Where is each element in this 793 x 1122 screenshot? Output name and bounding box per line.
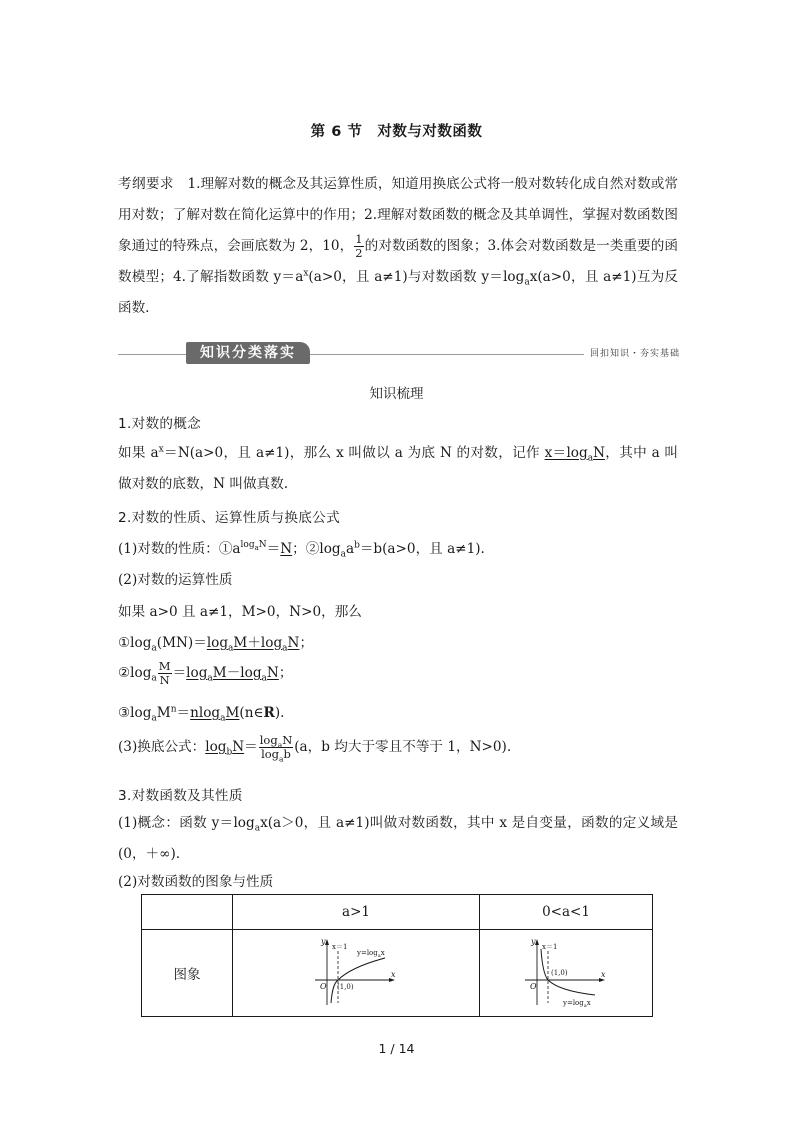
r2-blank-mid: M－log xyxy=(212,665,262,681)
page-title: 第 6 节 对数与对数函数 xyxy=(310,124,483,140)
r1-blank-end: N xyxy=(287,635,300,651)
s2-l1-exp-n: N xyxy=(258,540,267,551)
cb-num-base: a xyxy=(277,740,283,750)
r2-blank-log: log xyxy=(186,665,208,681)
cb-num-log: log xyxy=(259,733,278,747)
s3-graph-heading: (2)对数函数的图象与性质 xyxy=(118,874,274,890)
s1-blank-base: a xyxy=(587,453,594,464)
section-subhead: 知识梳理 xyxy=(369,386,424,402)
s1-blank-end: N xyxy=(593,445,605,461)
graph-cell-decreasing xyxy=(480,930,653,1017)
r2-blank-base-2: a xyxy=(261,673,267,684)
cb-den-base: a xyxy=(279,754,284,764)
curve-label-base: a xyxy=(583,1003,587,1007)
cb-den-end: b xyxy=(283,747,291,761)
curve-label-base: a xyxy=(377,953,381,959)
s2-l1-exp-base: a xyxy=(254,544,259,553)
log-curve-decreasing xyxy=(541,949,595,995)
r3-c: ＝ xyxy=(176,705,191,721)
vline-label: x＝1 xyxy=(332,943,348,951)
y-label: y xyxy=(531,937,536,946)
s1-exponent: x xyxy=(158,444,164,455)
s1-paragraph xyxy=(118,438,678,500)
r1-base: a xyxy=(151,643,157,654)
r1-blank-log: log xyxy=(206,635,229,651)
cb-blank-base: b xyxy=(226,747,233,758)
origin-label: O xyxy=(530,982,537,991)
s2-rule-3 xyxy=(118,701,285,724)
table-header-a-lt-1: 0<a<1 xyxy=(480,895,653,930)
table-header-a-gt-1: a>1 xyxy=(233,895,480,930)
r2-b: ＝ xyxy=(172,665,187,681)
s2-l1-a: (1)对数的性质：①a xyxy=(118,541,241,557)
graph-decreasing xyxy=(521,935,611,1007)
cb-blank-end: N xyxy=(232,739,245,755)
cb-blank-log: log xyxy=(205,739,227,755)
r2-numerator: M xyxy=(158,659,171,673)
s3-definition xyxy=(118,808,678,870)
r2-a: ②log xyxy=(118,665,152,681)
s3-d1: (1)概念：函数 y＝log xyxy=(118,815,255,831)
r1-b: (MN)＝ xyxy=(156,635,207,651)
table-row-label: 图象 xyxy=(142,930,233,1017)
s2-ops-heading: (2)对数的运算性质 xyxy=(118,572,233,588)
s2-l1-c: ；②log xyxy=(292,541,341,557)
r2-denominator: N xyxy=(159,673,170,687)
r1-blank-base-2: a xyxy=(282,643,288,654)
origin-label: O xyxy=(320,982,327,991)
r2-blank-end: N xyxy=(266,665,279,681)
r2-blank xyxy=(186,665,279,684)
point-label: (1,0) xyxy=(337,983,354,991)
syllabus-paragraph xyxy=(118,169,678,324)
s1-heading: 1.对数的概念 xyxy=(118,416,202,432)
r1-a: ①log xyxy=(118,635,152,651)
cb-numerator xyxy=(259,734,294,748)
log-curve-increasing xyxy=(331,958,385,1003)
s1-text-2: ＝N(a>0，且 a≠1)，那么 x 叫做以 a 为底 N 的对数，记作 xyxy=(163,445,545,461)
cb-blank xyxy=(205,739,245,758)
r2-base: a xyxy=(151,673,157,684)
graph-cell-increasing xyxy=(233,930,480,1017)
y-label: y xyxy=(321,937,326,946)
s3-d2: x(a＞0，且 a≠1)叫做对数函数，其中 x 是自变量，函数的定义域是(0， xyxy=(118,815,678,862)
syllabus-lead: 考纲要求 xyxy=(118,176,174,192)
r3-b: M xyxy=(156,705,171,721)
syllabus-text-3: (a>0，且 a≠1)与对数函数 y＝log xyxy=(308,269,525,285)
s2-l1-d: a xyxy=(345,541,355,557)
curve-label xyxy=(562,999,591,1007)
r1-end: ； xyxy=(299,635,314,651)
curve-label-x: x xyxy=(586,999,591,1007)
s3-base: a xyxy=(254,823,261,834)
r2-blank-base: a xyxy=(207,673,213,684)
fraction-denominator: 2 xyxy=(355,246,363,260)
cb-end: (a，b 均大于零且不等于 1，N>0). xyxy=(294,739,512,755)
cb-denominator xyxy=(259,747,294,764)
r2-end: ； xyxy=(278,665,293,681)
s3-d3: ＋∞). xyxy=(145,846,181,862)
cb-num-end: N xyxy=(282,733,293,747)
s3-heading: 3.对数函数及其性质 xyxy=(118,788,243,804)
r1-blank-base: a xyxy=(228,643,234,654)
r1-blank-mid: M＋log xyxy=(233,635,283,651)
r3-exp: n xyxy=(170,704,177,715)
s2-l1-exp-log: log xyxy=(240,540,255,551)
page-number: 1 / 14 xyxy=(378,1041,415,1056)
s2-l1-blank: N xyxy=(280,541,293,557)
syllabus-text-4: x(a>0，且 a≠1)互为反函数. xyxy=(118,269,679,316)
cb-eq: ＝ xyxy=(244,739,258,755)
curve-label-log: y=log xyxy=(357,949,378,957)
table-graph-row xyxy=(142,930,653,1017)
s2-l1-e: ＝b(a>0，且 a≠1). xyxy=(359,541,485,557)
table-corner-cell xyxy=(142,895,233,930)
r3-blank xyxy=(190,705,240,724)
table-header-row xyxy=(142,895,653,930)
properties-table xyxy=(141,894,653,1017)
x-label: x xyxy=(601,970,606,979)
s1-text-1: 如果 a xyxy=(118,445,159,461)
curve-label xyxy=(356,949,385,959)
cb-den-log: log xyxy=(261,747,280,761)
banner-label: 知识分类落实 xyxy=(186,342,310,364)
s2-rule-1 xyxy=(118,631,314,654)
syllabus-base: a xyxy=(524,277,530,288)
s2-l1-exponent xyxy=(240,540,267,553)
s2-l1-b: ＝ xyxy=(266,541,281,557)
s1-blank xyxy=(544,445,605,464)
r3-blank-end: M xyxy=(225,705,240,721)
r2-fraction xyxy=(158,660,172,687)
s2-property-line xyxy=(118,537,485,560)
x-label: x xyxy=(391,970,396,979)
r3-d: (n∈ xyxy=(239,705,264,721)
r3-blank-base: a xyxy=(220,713,226,724)
point-label: (1,0) xyxy=(551,969,568,977)
r3-blank-log: nlog xyxy=(190,705,221,721)
s2-change-of-base xyxy=(118,733,512,764)
fraction-one-half xyxy=(354,233,363,260)
s2-l1-exp-b: b xyxy=(354,540,360,551)
y-axis-arrow xyxy=(535,939,539,945)
fraction-numerator: 1 xyxy=(355,232,363,246)
banner-right-text: 回扣知识・夯实基础 xyxy=(584,346,680,359)
graph-increasing xyxy=(311,935,401,1007)
s1-text-3: ，其中 a 叫做对数的底数，N 叫做真数. xyxy=(118,445,678,492)
r3-reals: R xyxy=(263,705,275,721)
syllabus-text-2: 的对数函数的图象；3.体会对数函数是一类重要的函数模型；4.了解指数函数 y＝a xyxy=(118,238,678,285)
s2-ops-condition: 如果 a>0 且 a≠1，M>0，N>0，那么 xyxy=(118,604,362,620)
r1-blank xyxy=(206,635,300,654)
s2-heading: 2.对数的性质、运算性质与换底公式 xyxy=(118,510,340,526)
cb-a: (3)换底公式： xyxy=(118,739,206,755)
syllabus-exponent: x xyxy=(303,268,309,279)
y-axis-arrow xyxy=(325,939,329,945)
vline-label: x＝1 xyxy=(542,943,558,951)
section-banner xyxy=(118,342,680,366)
r3-a: ③log xyxy=(118,705,152,721)
s2-l1-base: a xyxy=(340,549,346,560)
s2-rule-2 xyxy=(118,660,292,687)
curve-label-x: x xyxy=(380,949,385,957)
syllabus-text-1: 1.理解对数的概念及其运算性质，知道用换底公式将一般对数转化成自然对数或常用对数；了解对数在简化运算中的作用；2.理解对数函数的概念及其单调性，掌握对数函数图象通过的特殊点，会画底数为 2，10， xyxy=(118,176,679,254)
s1-blank-text: x＝log xyxy=(544,445,588,461)
r3-e: ). xyxy=(274,705,285,721)
curve-label-log: y=log xyxy=(563,999,584,1007)
cb-fraction xyxy=(259,733,294,764)
r3-base: a xyxy=(151,713,157,724)
